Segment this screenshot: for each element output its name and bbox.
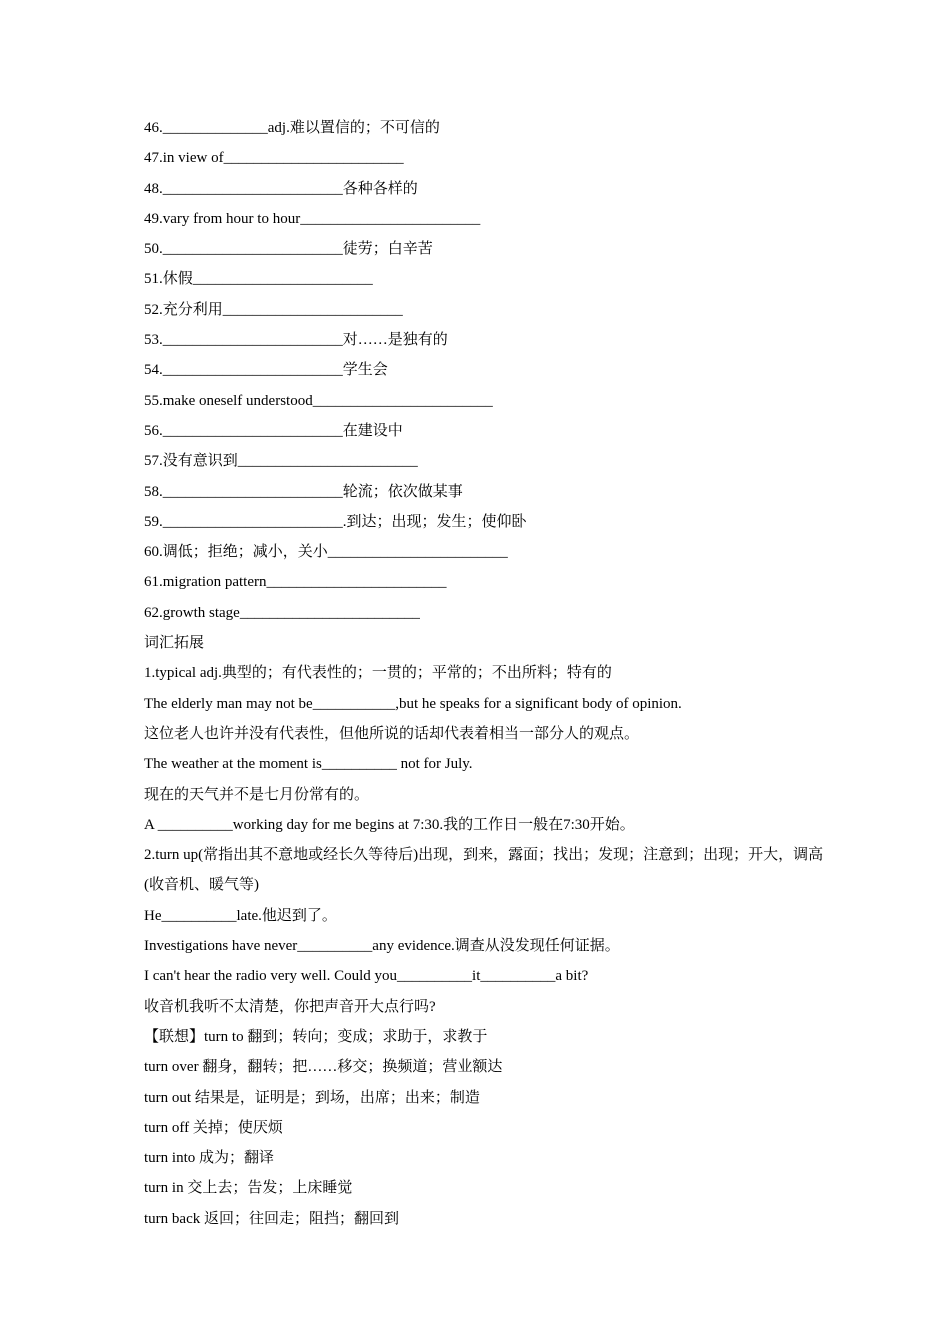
vocab-item-56: 56.________________________在建设中 [144, 422, 403, 439]
item1-example-2: The weather at the moment is__________ not for July. [144, 756, 473, 773]
related-phrase-turn-to: 【联想】turn to 翻到；转向；变成；求助于，求教于 [144, 1028, 488, 1045]
vocab-item-53: 53.________________________对……是独有的 [144, 332, 448, 349]
vocab-item-50: 50.________________________徒劳；白辛苦 [144, 241, 433, 258]
item2-example-3: I can't hear the radio very well. Could you__________it__________a bit? [144, 968, 589, 985]
section-title: 词汇拓展 [144, 635, 205, 652]
item1-heading: 1.typical adj.典型的；有代表性的；一贯的；平常的；不出所料；特有的 [144, 665, 612, 682]
related-phrase-turn-back: turn back 返回；往回走；阻挡；翻回到 [144, 1210, 399, 1227]
vocab-item-55: 55.make oneself understood________________________ [144, 392, 493, 409]
vocab-item-61: 61.migration pattern________________________ [144, 574, 447, 591]
item1-translation-2: 现在的天气并不是七月份常有的。 [144, 786, 370, 803]
vocab-item-59: 59.________________________.到达；出现；发生；使仰卧 [144, 513, 527, 530]
item1-example-3: A __________working day for me begins at 7:30.我的工作日一般在7:30开始。 [144, 816, 635, 833]
vocab-item-46: 46.______________adj.难以置信的；不可信的 [144, 120, 440, 136]
worksheet-page [144, 113, 824, 1234]
vocab-item-60: 60.调低；拒绝；减小，关小________________________ [144, 544, 508, 561]
vocab-item-51: 51.休假________________________ [144, 271, 373, 288]
vocab-item-57: 57.没有意识到________________________ [144, 453, 418, 470]
item2-translation-3: 收音机我听不太清楚，你把声音开大点行吗? [144, 998, 436, 1015]
vocab-item-48: 48.________________________各种各样的 [144, 180, 418, 197]
vocab-item-58: 58.________________________轮流；依次做某事 [144, 483, 463, 500]
item2-example-1: He__________late.他迟到了。 [144, 907, 337, 924]
item2-heading: 2.turn up(常指出其不意地或经长久等待后)出现，到来，露面；找出；发现；注意到；出现；开大，调高(收音机、暖气等) [144, 847, 824, 894]
vocab-item-62: 62.growth stage________________________ [144, 604, 420, 621]
vocab-item-52: 52.充分利用________________________ [144, 301, 403, 318]
related-phrase-turn-into: turn into 成为；翻译 [144, 1150, 274, 1167]
item2-example-2: Investigations have never__________any evidence.调查从没发现任何证据。 [144, 938, 620, 955]
related-phrase-turn-off: turn off 关掉；使厌烦 [144, 1119, 283, 1136]
vocab-item-49: 49.vary from hour to hour________________________ [144, 210, 481, 227]
related-phrase-turn-in: turn in 交上去；告发；上床睡觉 [144, 1180, 353, 1197]
item1-example-1: The elderly man may not be___________,but he speaks for a significant body of opinion. [144, 695, 682, 712]
vocab-item-54: 54.________________________学生会 [144, 362, 388, 379]
item1-translation-1: 这位老人也许并没有代表性，但他所说的话却代表着相当一部分人的观点。 [144, 725, 640, 742]
related-phrase-turn-out: turn out 结果是，证明是；到场，出席；出来；制造 [144, 1089, 480, 1106]
vocab-item-47: 47.in view of________________________ [144, 150, 404, 167]
related-phrase-turn-over: turn over 翻身，翻转；把……移交；换频道；营业额达 [144, 1059, 503, 1076]
